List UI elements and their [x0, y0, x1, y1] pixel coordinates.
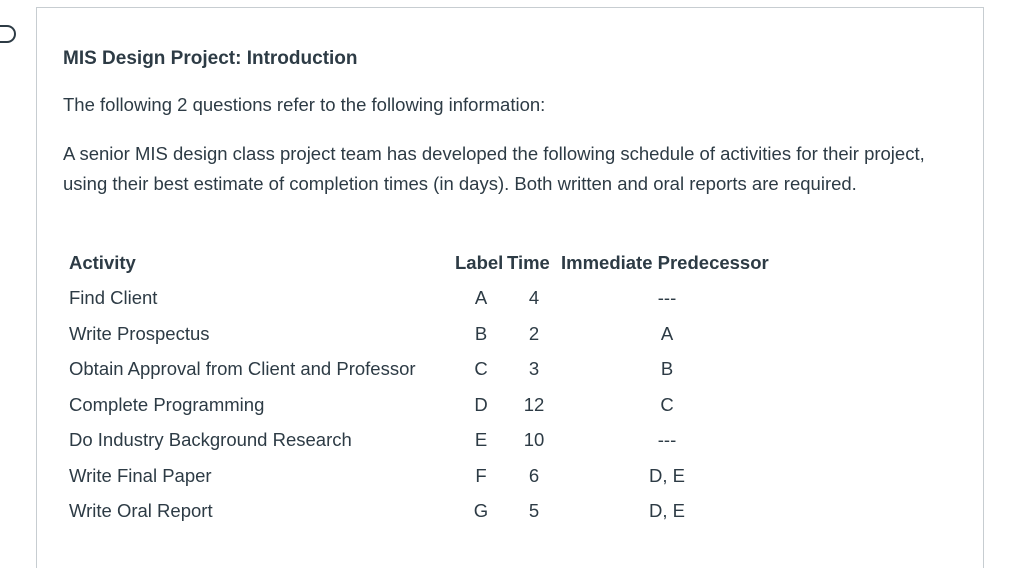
question-card	[36, 7, 984, 568]
page-title: MIS Design Project: Introduction	[63, 48, 358, 69]
cell-predecessor: ---	[657, 429, 677, 451]
cell-label: D	[474, 393, 488, 415]
intro-text: The following 2 questions refer to the following information:	[63, 94, 546, 115]
header-label: Label	[455, 251, 504, 273]
schedule-table	[69, 245, 773, 529]
cell-label: A	[474, 287, 488, 309]
cell-predecessor: B	[660, 358, 674, 380]
cell-activity: Write Oral Report	[69, 500, 213, 522]
cell-label: F	[475, 464, 487, 486]
table-row	[69, 494, 773, 530]
cell-activity: Write Final Paper	[69, 464, 212, 486]
cell-time: 3	[528, 358, 540, 380]
table-header-row	[69, 245, 773, 281]
cell-time: 12	[523, 393, 545, 415]
cell-activity: Do Industry Background Research	[69, 429, 352, 451]
cell-time: 4	[528, 287, 540, 309]
cell-activity: Find Client	[69, 287, 158, 309]
cell-predecessor: A	[660, 322, 674, 344]
table-row	[69, 352, 773, 388]
table-row	[69, 387, 773, 423]
cell-time: 5	[528, 500, 540, 522]
cell-activity: Complete Programming	[69, 393, 265, 415]
cell-label: C	[474, 358, 488, 380]
header-predecessor: Immediate Predecessor	[561, 251, 769, 273]
cell-label: E	[474, 429, 488, 451]
description-text: A senior MIS design class project team has developed the following schedule of activities for their project, using their best estimate of completion times (in days). Both written and oral reports are required.	[63, 143, 925, 194]
cell-predecessor: D, E	[649, 500, 685, 522]
table-row	[69, 316, 773, 352]
cell-activity: Write Prospectus	[69, 322, 210, 344]
header-time: Time	[507, 251, 550, 273]
cell-label: B	[474, 322, 488, 344]
cell-predecessor: C	[660, 393, 674, 415]
table-row	[69, 281, 773, 317]
cell-predecessor: ---	[657, 287, 677, 309]
cell-time: 6	[528, 464, 540, 486]
cell-activity: Obtain Approval from Client and Professor	[69, 358, 416, 380]
flag-question-icon[interactable]	[0, 25, 16, 43]
cell-label: G	[473, 500, 489, 522]
table-row	[69, 458, 773, 494]
header-activity: Activity	[69, 251, 136, 273]
cell-time: 10	[523, 429, 545, 451]
cell-predecessor: D, E	[649, 464, 685, 486]
cell-time: 2	[528, 322, 540, 344]
table-row	[69, 423, 773, 459]
